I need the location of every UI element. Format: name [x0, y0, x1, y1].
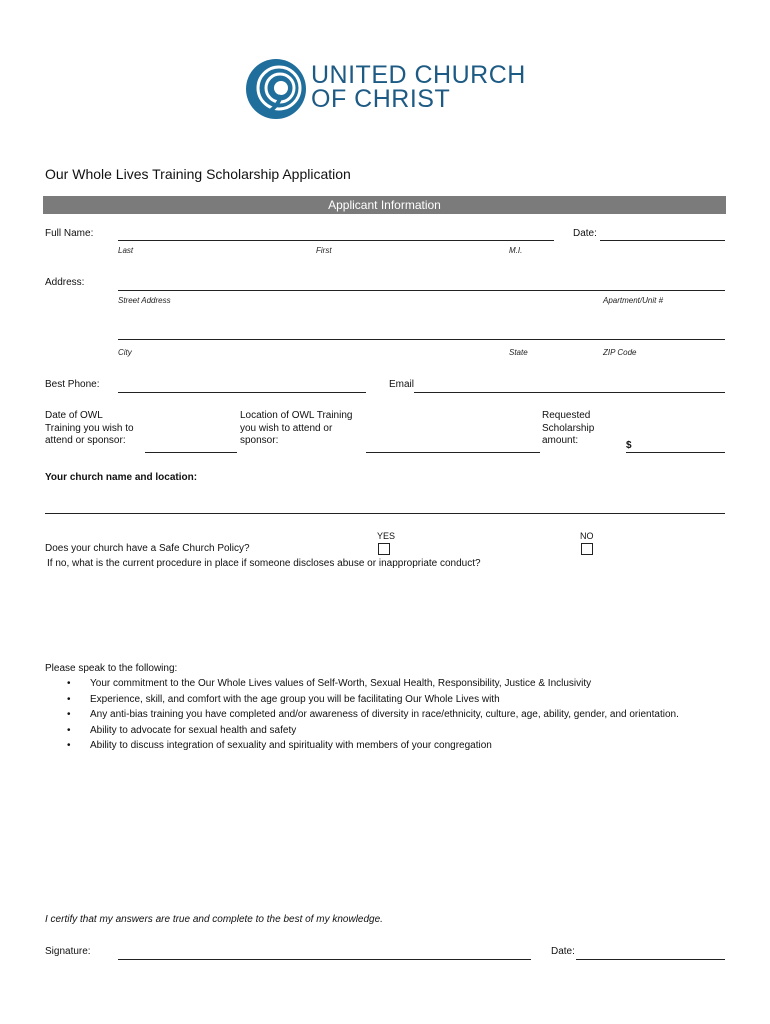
ucc-logo — [245, 58, 307, 120]
form-title: Our Whole Lives Training Scholarship Application — [45, 166, 351, 182]
bottom-date-field[interactable] — [576, 959, 725, 960]
bottom-date-label: Date: — [551, 946, 575, 957]
last-caption: Last — [118, 246, 134, 255]
if-no-question: If no, what is the current procedure in place if someone discloses abuse or inappropriate conduct? — [47, 558, 481, 569]
zip-caption: ZIP Code — [603, 348, 637, 357]
requested-amount-label — [542, 410, 594, 448]
owl-date-label-line-3: attend or sponsor: — [45, 435, 126, 446]
speak-list — [45, 676, 705, 754]
owl-date-label-line-2: Training you wish to — [45, 422, 134, 434]
city-state-zip-field[interactable] — [118, 339, 725, 340]
bullet-icon: • — [67, 709, 71, 720]
list-item: • Your commitment to the Our Whole Lives values of Self-Worth, Sexual Health, Responsibility, Justice & Inclusivity — [45, 676, 705, 692]
yes-checkbox[interactable] — [378, 543, 390, 555]
bullet-icon: • — [67, 724, 71, 736]
state-caption: State — [509, 348, 528, 357]
requested-amount-label-line-3: amount: — [542, 435, 579, 446]
apartment-caption: Apartment/Unit # — [603, 296, 664, 305]
date-field[interactable] — [600, 240, 725, 241]
logo-line-1: UNITED CHURCH — [311, 61, 526, 89]
requested-amount-field[interactable] — [626, 452, 725, 453]
ucc-logo-text — [311, 63, 526, 111]
owl-date-label-line-1: Date of OWL — [45, 410, 103, 421]
no-checkbox[interactable] — [581, 543, 593, 555]
requested-amount-label-line-1: Requested — [542, 410, 591, 421]
owl-date-label — [45, 410, 134, 448]
ucc-logo-icon — [245, 58, 307, 120]
owl-location-label-line-2: you wish to attend or — [240, 422, 333, 434]
dollar-sign: $ — [626, 440, 632, 451]
list-item: • Experience, skill, and comfort with the age group you will be facilitating Our Whole Lives with — [45, 692, 705, 708]
street-address-field[interactable] — [118, 290, 725, 291]
speak-intro: Please speak to the following: — [45, 663, 178, 674]
church-name-field[interactable] — [45, 513, 725, 514]
list-item: • Ability to advocate for sexual health and safety — [45, 723, 705, 739]
yes-label: YES — [377, 531, 396, 541]
mi-caption: M.I. — [509, 246, 523, 255]
email-field[interactable] — [414, 392, 725, 393]
bullet-icon: • — [67, 693, 71, 705]
street-address-caption: Street Address — [118, 296, 171, 305]
owl-location-label-line-1: Location of OWL Training — [240, 410, 353, 421]
bullet-icon: • — [67, 678, 71, 689]
address-label: Address: — [45, 277, 85, 288]
signature-field[interactable] — [118, 959, 531, 960]
list-item: • Ability to discuss integration of sexuality and spirituality with members of your congregation — [45, 738, 705, 754]
first-caption: First — [316, 246, 332, 255]
best-phone-field[interactable] — [118, 392, 366, 393]
owl-location-field[interactable] — [366, 452, 540, 453]
section-header-applicant-information: Applicant Information — [43, 196, 726, 214]
owl-location-label-line-3: sponsor: — [240, 435, 279, 446]
no-label: NO — [580, 531, 594, 541]
city-caption: City — [118, 348, 132, 357]
date-label: Date: — [573, 228, 597, 239]
full-name-field[interactable] — [118, 240, 554, 241]
bullet-icon: • — [67, 740, 71, 751]
safe-church-question: Does your church have a Safe Church Policy? — [45, 543, 250, 554]
church-name-label: Your church name and location: — [45, 472, 198, 483]
requested-amount-label-line-2: Scholarship — [542, 422, 595, 434]
owl-location-label — [240, 410, 352, 448]
logo-line-2: OF CHRIST — [311, 85, 451, 113]
email-label: Email — [389, 379, 415, 390]
signature-label: Signature: — [45, 946, 91, 957]
full-name-label: Full Name: — [45, 228, 94, 239]
list-item: • Any anti-bias training you have completed and/or awareness of diversity in race/ethnicity, culture, age, ability, gender, and orientation. — [45, 707, 705, 723]
best-phone-label: Best Phone: — [45, 379, 100, 390]
certify-statement: I certify that my answers are true and complete to the best of my knowledge. — [45, 914, 383, 925]
owl-date-field[interactable] — [145, 452, 237, 453]
